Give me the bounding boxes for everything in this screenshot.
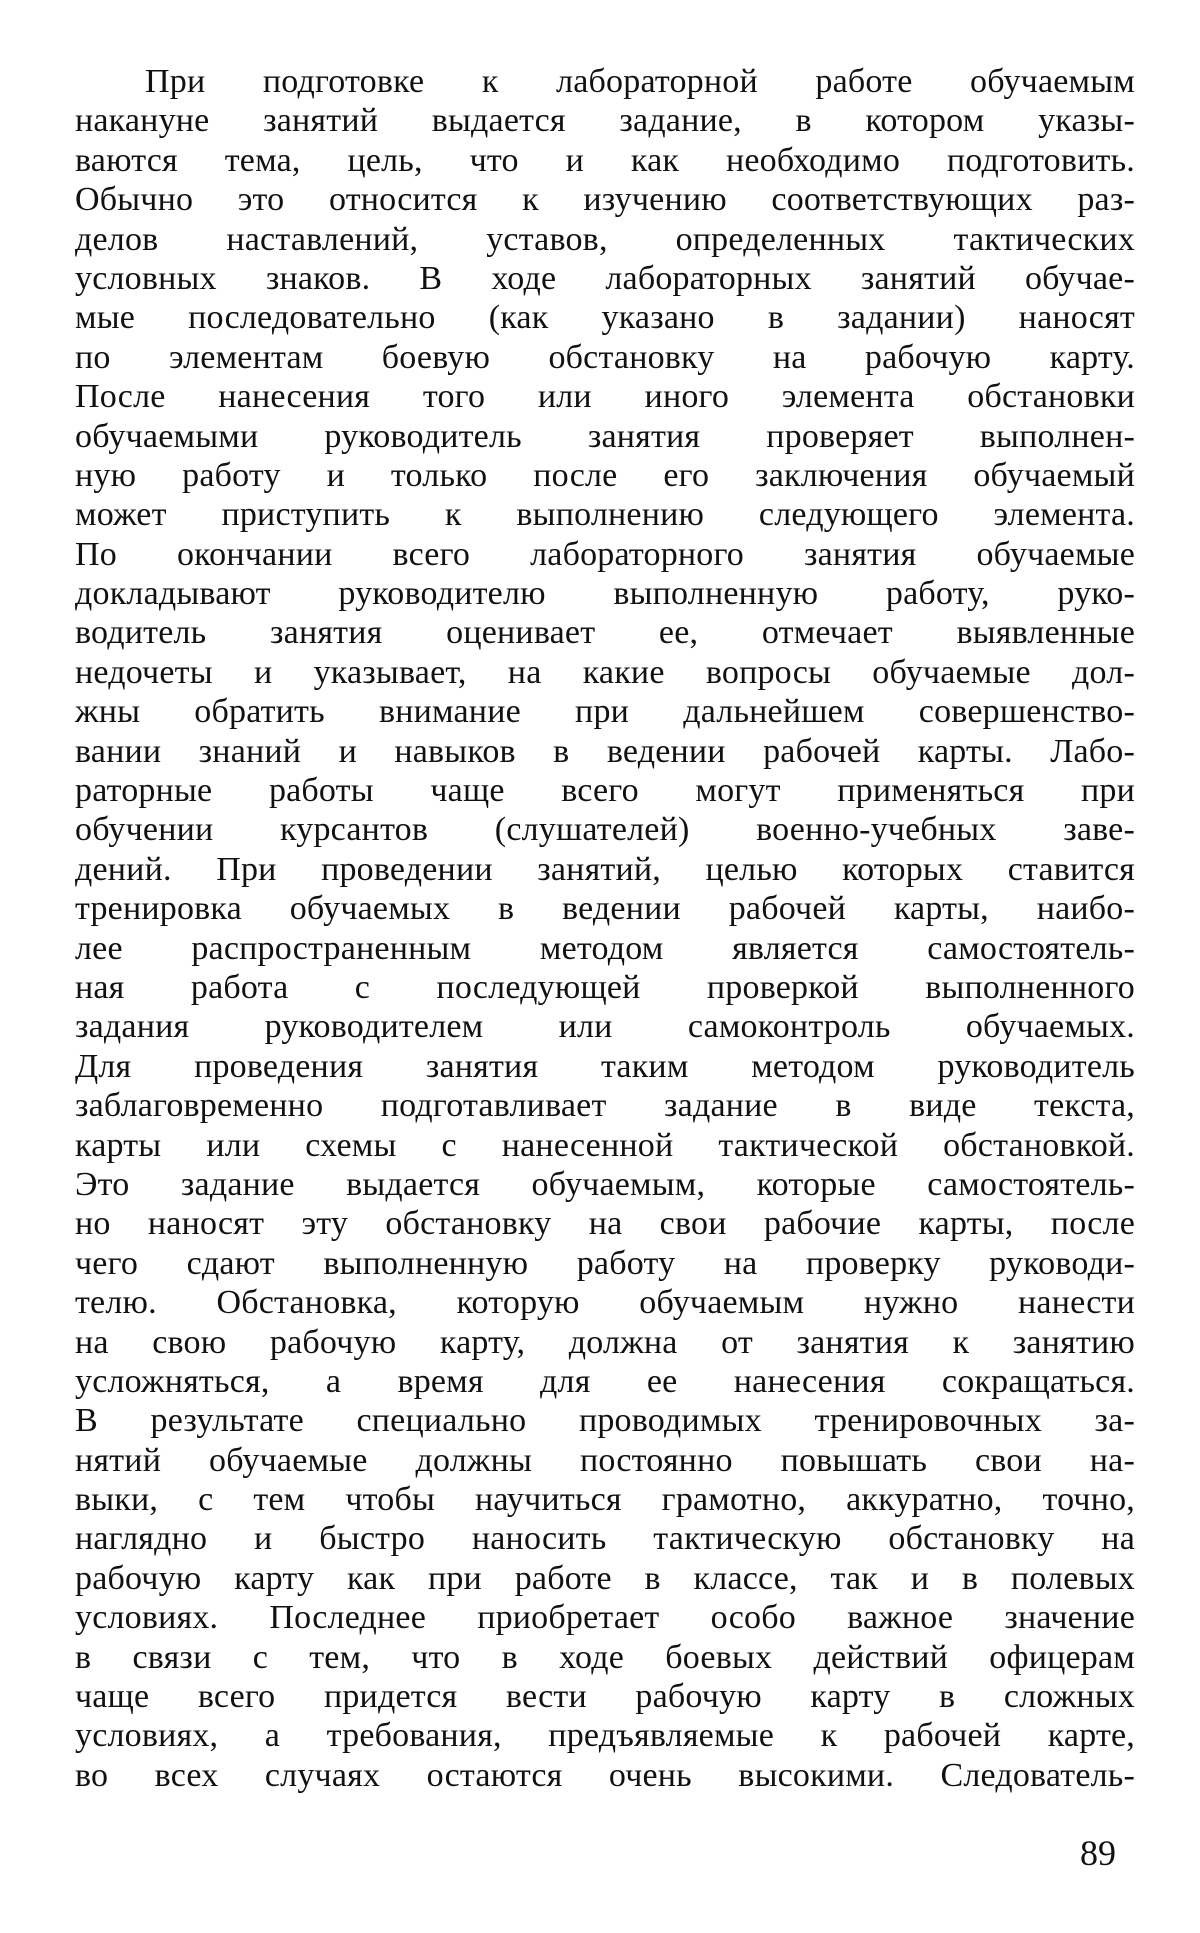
text-line: По окончании всего лабораторного занятия обучаемые	[75, 535, 1135, 573]
text-line: раторные работы чаще всего могут применяться при	[75, 772, 1135, 810]
text-line: условных знаков. В ходе лабораторных занятий обучае-	[75, 259, 1135, 297]
text-line: мые последовательно (как указано в задании) наносят	[75, 299, 1135, 337]
text-line: телю. Обстановка, которую обучаемым нужно нанести	[75, 1284, 1135, 1322]
text-line: наглядно и быстро наносить тактическую обстановку на	[75, 1520, 1135, 1558]
text-line: тренировка обучаемых в ведении рабочей карты, наибо-	[75, 890, 1135, 928]
body-text	[75, 62, 1135, 1795]
text-line: делов наставлений, уставов, определенных тактических	[75, 220, 1135, 258]
text-line: нятий обучаемые должны постоянно повышать свои на-	[75, 1441, 1135, 1479]
text-line: Обычно это относится к изучению соответствующих раз-	[75, 181, 1135, 219]
text-line: рабочую карту как при работе в классе, так и в полевых	[75, 1559, 1135, 1597]
text-line: Это задание выдается обучаемым, которые самостоятель-	[75, 1165, 1135, 1203]
text-line: обучаемыми руководитель занятия проверяет выполнен-	[75, 417, 1135, 455]
page-number: 89	[1080, 1833, 1116, 1873]
text-line: обучении курсантов (слушателей) военно-учебных заве-	[75, 811, 1135, 849]
text-line: В результате специально проводимых тренировочных за-	[75, 1402, 1135, 1440]
text-line: докладывают руководителю выполненную работу, руко-	[75, 575, 1135, 613]
text-line: усложняться, а время для ее нанесения сокращаться.	[75, 1362, 1135, 1400]
text-line: в связи с тем, что в ходе боевых действий офицерам	[75, 1638, 1135, 1676]
text-line: выки, с тем чтобы научиться грамотно, аккуратно, точно,	[75, 1481, 1135, 1519]
text-line: условиях, а требования, предъявляемые к рабочей карте,	[75, 1717, 1135, 1755]
text-line: чаще всего придется вести рабочую карту в сложных	[75, 1678, 1135, 1716]
text-line: ная работа с последующей проверкой выполненного	[75, 968, 1135, 1006]
text-line: ваются тема, цель, что и как необходимо подготовить.	[75, 141, 1135, 179]
text-line: карты или схемы с нанесенной тактической обстановкой.	[75, 1126, 1135, 1164]
text-line: но наносят эту обстановку на свои рабочие карты, после	[75, 1205, 1135, 1243]
text-line: лее распространенным методом является самостоятель-	[75, 929, 1135, 967]
text-line: жны обратить внимание при дальнейшем совершенство-	[75, 693, 1135, 731]
text-line: условиях. Последнее приобретает особо важное значение	[75, 1599, 1135, 1637]
text-line: задания руководителем или самоконтроль обучаемых.	[75, 1008, 1135, 1046]
text-line: ную работу и только после его заключения обучаемый	[75, 456, 1135, 494]
text-line: во всех случаях остаются очень высокими. Следователь-	[75, 1756, 1135, 1794]
text-line: Для проведения занятия таким методом руководитель	[75, 1047, 1135, 1085]
text-line: чего сдают выполненную работу на проверку руководи-	[75, 1244, 1135, 1282]
text-line: может приступить к выполнению следующего элемента.	[75, 496, 1135, 534]
text-line: После нанесения того или иного элемента обстановки	[75, 378, 1135, 416]
text-line: недочеты и указывает, на какие вопросы обучаемые дол-	[75, 653, 1135, 691]
text-line: водитель занятия оценивает ее, отмечает выявленные	[75, 614, 1135, 652]
text-line: заблаговременно подготавливает задание в виде текста,	[75, 1087, 1135, 1125]
text-line: накануне занятий выдается задание, в котором указы-	[75, 102, 1135, 140]
text-line: по элементам боевую обстановку на рабочую карту.	[75, 338, 1135, 376]
text-line: При подготовке к лабораторной работе обучаемым	[145, 63, 1135, 100]
text-line: дений. При проведении занятий, целью которых ставится	[75, 850, 1135, 888]
text-line: вании знаний и навыков в ведении рабочей карты. Лабо-	[75, 732, 1135, 770]
text-line: на свою рабочую карту, должна от занятия к занятию	[75, 1323, 1135, 1361]
